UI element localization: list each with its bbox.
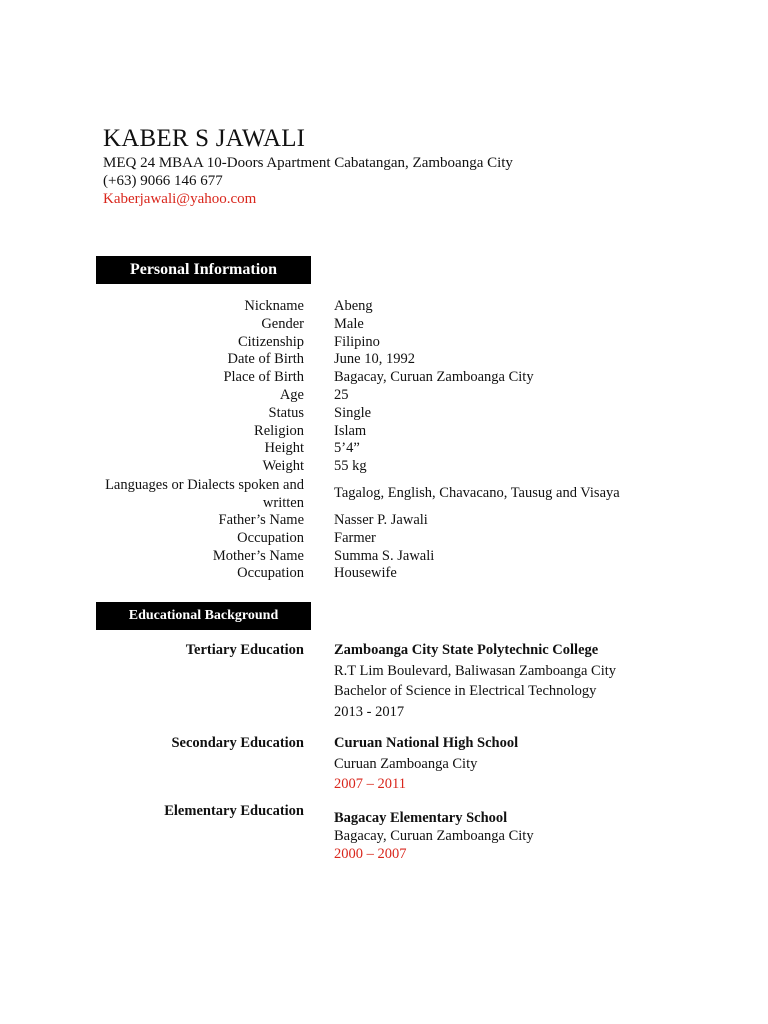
school-years: 2013 - 2017 bbox=[334, 703, 405, 720]
school-name: Curuan National High School bbox=[334, 735, 519, 751]
info-value: 25 bbox=[334, 386, 349, 403]
info-label: Date of Birth bbox=[227, 351, 304, 368]
info-value: Nasser P. Jawali bbox=[334, 511, 428, 528]
info-value: Single bbox=[334, 404, 372, 421]
personal-information-header: Personal Information bbox=[96, 256, 311, 284]
info-row bbox=[96, 565, 656, 583]
school-address: R.T Lim Boulevard, Baliwasan Zamboanga City bbox=[334, 662, 617, 679]
info-value: Abeng bbox=[334, 298, 373, 314]
school-years: 2007 – 2011 bbox=[334, 776, 406, 792]
edu-detail bbox=[334, 640, 616, 722]
info-value: June 10, 1992 bbox=[334, 351, 415, 368]
info-label: Citizenship bbox=[237, 333, 304, 350]
info-row bbox=[96, 548, 656, 566]
school-years: 2000 – 2007 bbox=[334, 846, 407, 862]
info-row bbox=[96, 423, 656, 441]
school-name: Bagacay Elementary School bbox=[334, 810, 508, 826]
educational-background-header: Educational Background bbox=[96, 602, 311, 630]
school-name: Zamboanga City State Polytechnic College bbox=[334, 642, 599, 658]
secondary-education bbox=[96, 733, 656, 795]
school-address: Curuan Zamboanga City bbox=[334, 755, 478, 772]
info-row bbox=[96, 440, 656, 458]
edu-detail bbox=[334, 733, 518, 795]
info-label: Occupation bbox=[237, 529, 304, 546]
info-value: Islam bbox=[334, 422, 367, 439]
info-value: Farmer bbox=[334, 529, 376, 546]
elementary-education bbox=[96, 802, 656, 863]
info-label: Age bbox=[279, 386, 304, 403]
info-row bbox=[96, 476, 656, 512]
address-text: MEQ 24 MBAA 10-Doors Apartment Cabatangan, Zamboanga City bbox=[103, 155, 513, 171]
tertiary-education bbox=[96, 640, 656, 722]
info-value: Filipino bbox=[334, 333, 380, 350]
personal-information-table bbox=[96, 298, 656, 583]
edu-label: Elementary Education bbox=[164, 803, 304, 819]
info-row bbox=[96, 351, 656, 369]
info-label: Religion bbox=[254, 422, 304, 439]
info-value: Male bbox=[334, 315, 364, 332]
info-label: Occupation bbox=[237, 565, 304, 582]
edu-label: Tertiary Education bbox=[185, 642, 304, 658]
info-row bbox=[96, 334, 656, 352]
course-name: Bachelor of Science in Electrical Technology bbox=[334, 683, 597, 699]
email-link[interactable]: Kaberjawali@yahoo.com bbox=[103, 191, 257, 207]
info-value: Tagalog, English, Chavacano, Tausug and Visaya bbox=[334, 485, 620, 502]
info-row bbox=[96, 530, 656, 548]
info-label: Status bbox=[268, 404, 304, 421]
info-row bbox=[96, 298, 656, 316]
info-label: Father’s Name bbox=[218, 511, 304, 528]
school-address: Bagacay, Curuan Zamboanga City bbox=[334, 828, 534, 844]
info-label: Nickname bbox=[244, 298, 304, 314]
info-value: Summa S. Jawali bbox=[334, 547, 435, 564]
edu-detail bbox=[334, 809, 534, 863]
info-value: Bagacay, Curuan Zamboanga City bbox=[334, 369, 534, 386]
info-row bbox=[96, 405, 656, 423]
info-label: Height bbox=[264, 440, 304, 457]
info-label: Languages or Dialects spoken and written bbox=[105, 476, 304, 511]
info-row bbox=[96, 387, 656, 405]
info-label: Weight bbox=[262, 458, 304, 475]
info-row bbox=[96, 369, 656, 387]
info-value: 55 kg bbox=[334, 458, 367, 475]
info-row bbox=[96, 316, 656, 334]
info-row bbox=[96, 512, 656, 530]
info-row bbox=[96, 458, 656, 476]
edu-label: Secondary Education bbox=[171, 735, 304, 751]
phone-text: (+63) 9066 146 677 bbox=[103, 173, 223, 189]
info-label: Gender bbox=[261, 315, 304, 332]
info-label: Mother’s Name bbox=[212, 547, 304, 564]
info-value: Housewife bbox=[334, 565, 397, 582]
info-label: Place of Birth bbox=[223, 369, 304, 386]
applicant-name: KABER S JAWALI bbox=[103, 125, 306, 152]
info-value: 5’4” bbox=[334, 440, 360, 457]
